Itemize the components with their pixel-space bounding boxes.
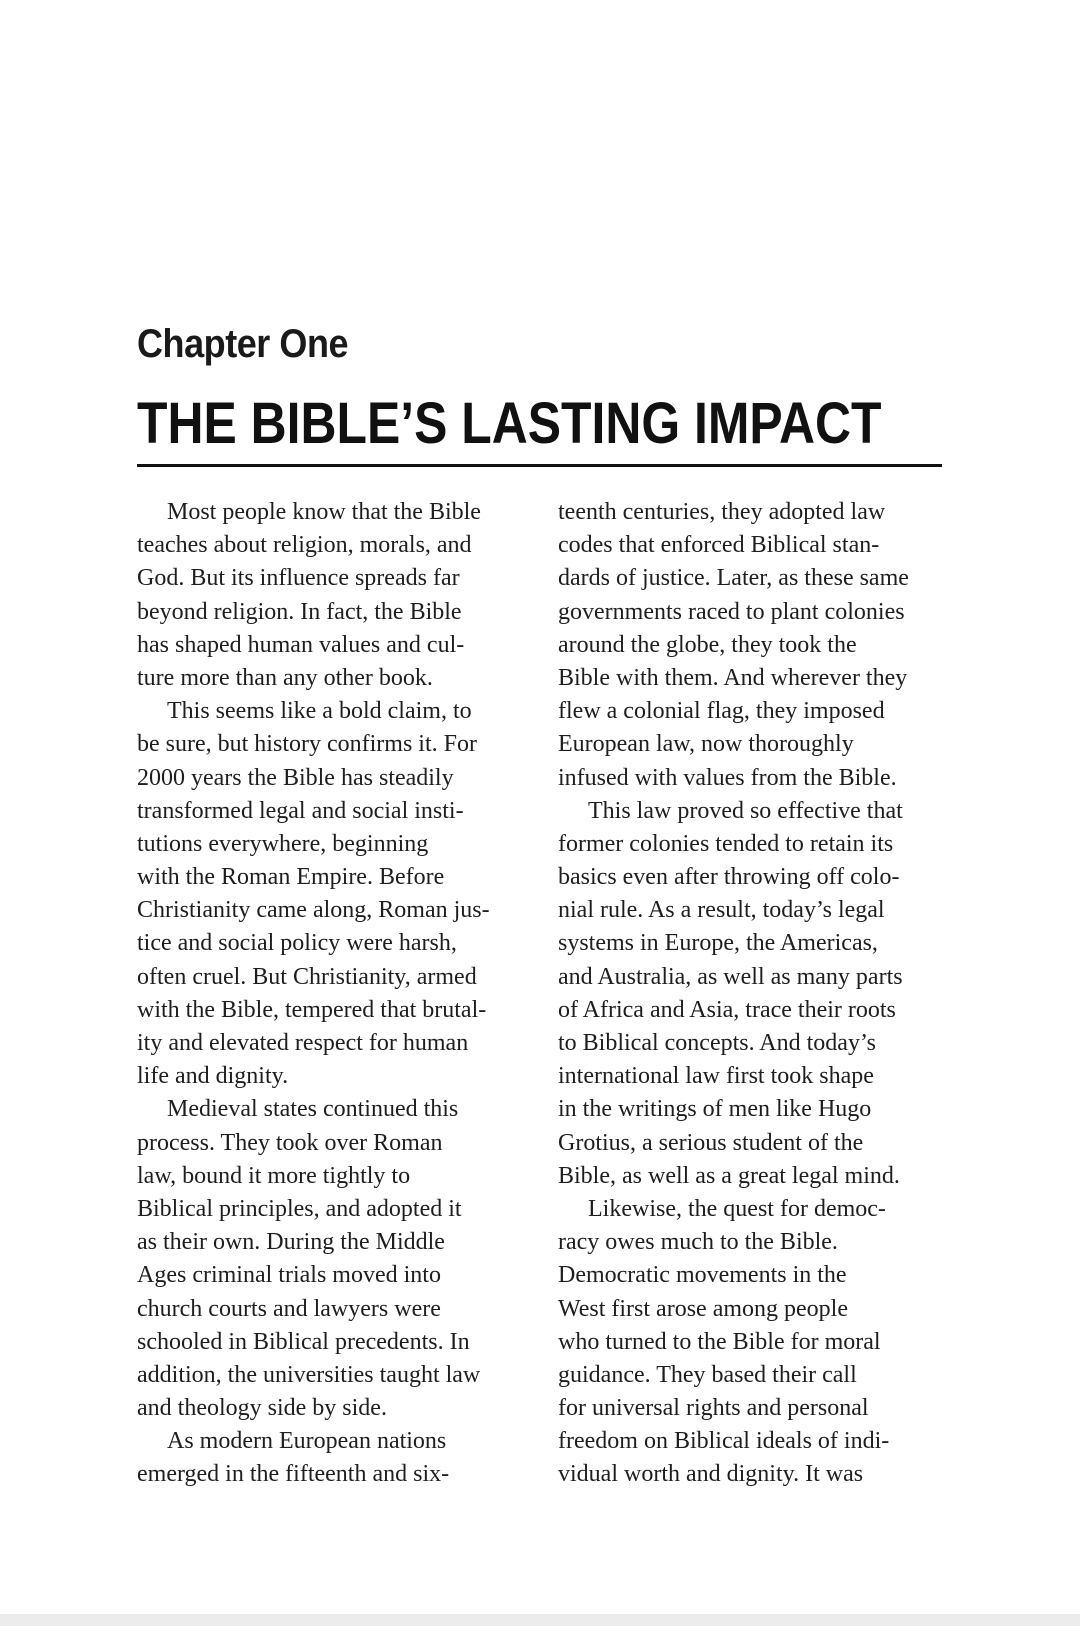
text-line: to Biblical concepts. And today’s [558, 1030, 876, 1056]
text-line: governments raced to plant colonies [558, 598, 905, 625]
text-line: tutions everywhere, beginning [137, 830, 429, 857]
text-line: teaches about religion, morals, and [137, 532, 472, 559]
text-line: be sure, but history confirms it. For [137, 731, 477, 758]
text-line: Christianity came along, Roman jus- [137, 897, 490, 924]
text-line: freedom on Biblical ideals of indi- [558, 1428, 890, 1455]
text-line: as their own. During the Middle [137, 1229, 445, 1256]
text-line: basics even after throwing off colo- [558, 864, 900, 891]
text-line: Democratic movements in the [558, 1262, 847, 1289]
text-line: process. They took over Roman [137, 1129, 443, 1156]
text-line: law, bound it more tightly to [137, 1162, 411, 1189]
text-line: Most people know that the Bible [167, 499, 481, 525]
text-line: with the Roman Empire. Before [137, 864, 445, 891]
text-line: infused with values from the Bible. [558, 764, 897, 791]
text-line: As modern European nations [167, 1428, 447, 1455]
text-line: This law proved so effective that [588, 797, 903, 824]
text-line: Likewise, the quest for democ- [588, 1195, 886, 1222]
text-line: schooled in Biblical precedents. In [137, 1328, 470, 1355]
text-line: for universal rights and personal [558, 1395, 869, 1422]
text-line: Grotius, a serious student of the [558, 1129, 864, 1156]
text-line: Bible with them. And wherever they [558, 664, 908, 691]
right-column [558, 496, 958, 1492]
text-line: emerged in the fifteenth and six- [137, 1461, 450, 1488]
text-line: transformed legal and social insti- [137, 797, 464, 824]
text-line: in the writings of men like Hugo [558, 1096, 872, 1123]
left-column [137, 496, 537, 1492]
text-line: Biblical principles, and adopted it [137, 1195, 462, 1222]
text-line: former colonies tended to retain its [558, 830, 894, 857]
page-bottom-edge [0, 1614, 1080, 1626]
text-line: international law first took shape [558, 1063, 874, 1090]
text-line: around the globe, they took the [558, 631, 857, 658]
text-line: European law, now thoroughly [558, 731, 854, 758]
text-line: systems in Europe, the Americas, [558, 930, 878, 957]
text-line: nial rule. As a result, today’s legal [558, 897, 885, 924]
text-line: flew a colonial flag, they imposed [558, 698, 885, 725]
text-line: church courts and lawyers were [137, 1295, 441, 1322]
text-line: This seems like a bold claim, to [167, 698, 472, 725]
text-line: beyond religion. In fact, the Bible [137, 598, 462, 625]
text-line: West first arose among people [558, 1295, 848, 1322]
text-line: ture more than any other book. [137, 664, 433, 691]
chapter-title: THE BIBLE’S LASTING IMPACT [137, 391, 882, 456]
text-line: vidual worth and dignity. It was [558, 1461, 864, 1488]
text-line: Ages criminal trials moved into [137, 1262, 441, 1289]
text-line: and Australia, as well as many parts [558, 963, 903, 990]
text-line: ity and elevated respect for human [137, 1030, 469, 1056]
text-line: often cruel. But Christianity, armed [137, 963, 477, 990]
text-line: life and dignity. [137, 1063, 289, 1090]
text-line: dards of justice. Later, as these same [558, 565, 909, 592]
chapter-label: Chapter One [137, 322, 349, 366]
title-rule [137, 464, 942, 467]
text-line: addition, the universities taught law [137, 1361, 481, 1388]
text-line: and theology side by side. [137, 1395, 387, 1422]
text-line: has shaped human values and cul- [137, 631, 465, 658]
text-line: with the Bible, tempered that brutal- [137, 996, 487, 1023]
text-line: of Africa and Asia, trace their roots [558, 996, 896, 1023]
text-line: guidance. They based their call [558, 1361, 857, 1388]
text-line: codes that enforced Biblical stan- [558, 532, 880, 559]
text-line: teenth centuries, they adopted law [558, 499, 886, 525]
text-line: 2000 years the Bible has steadily [137, 764, 454, 791]
text-line: God. But its influence spreads far [137, 565, 460, 592]
text-line: who turned to the Bible for moral [558, 1328, 881, 1355]
text-line: tice and social policy were harsh, [137, 930, 457, 957]
text-line: Bible, as well as a great legal mind. [558, 1162, 900, 1189]
text-line: Medieval states continued this [167, 1096, 459, 1123]
text-line: racy owes much to the Bible. [558, 1229, 838, 1256]
